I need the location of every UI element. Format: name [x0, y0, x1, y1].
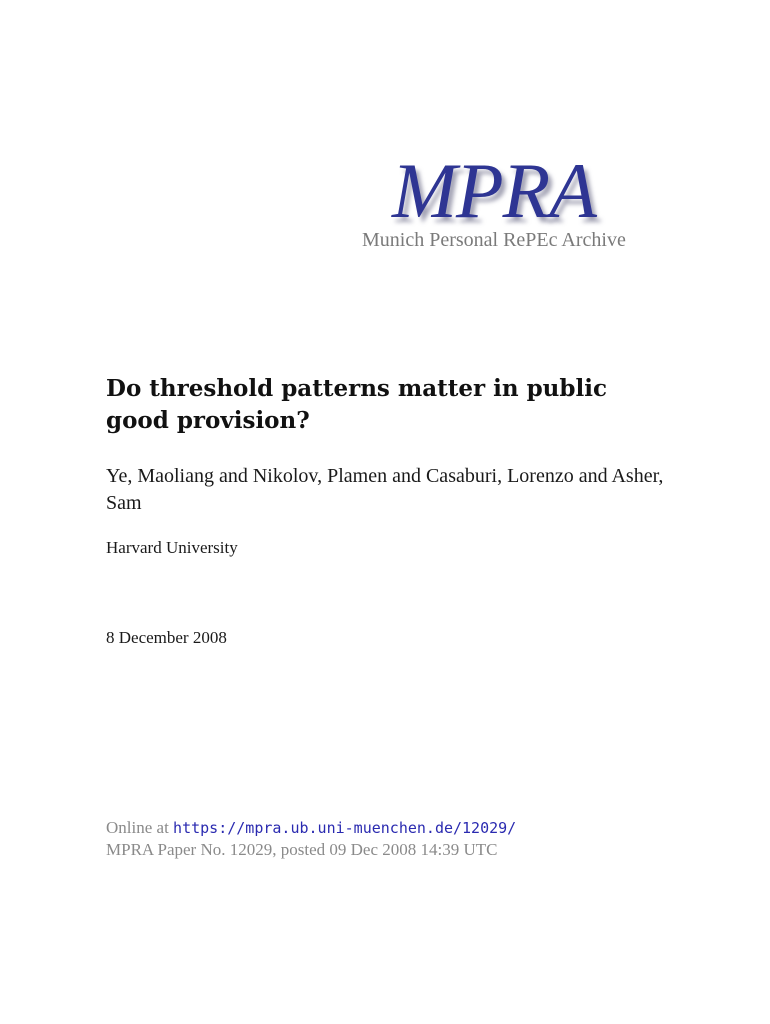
paper-info-line: MPRA Paper No. 12029, posted 09 Dec 2008 14:39 UTC: [106, 840, 498, 859]
paper-affiliation: Harvard University: [106, 538, 238, 557]
paper-date: 8 December 2008: [106, 628, 227, 647]
online-prefix: Online at: [106, 818, 169, 837]
logo-text: MPRA: [392, 147, 596, 234]
mpra-logo: [392, 147, 662, 234]
paper-title: Do threshold patterns matter in public good provision?: [106, 375, 607, 434]
archive-subtitle: Munich Personal RePEc Archive: [362, 229, 626, 251]
online-at-line: [106, 818, 516, 838]
paper-url-link[interactable]: https://mpra.ub.uni-muenchen.de/12029/: [173, 819, 517, 837]
paper-authors: Ye, Maoliang and Nikolov, Plamen and Casaburi, Lorenzo and Asher, Sam: [106, 465, 664, 514]
